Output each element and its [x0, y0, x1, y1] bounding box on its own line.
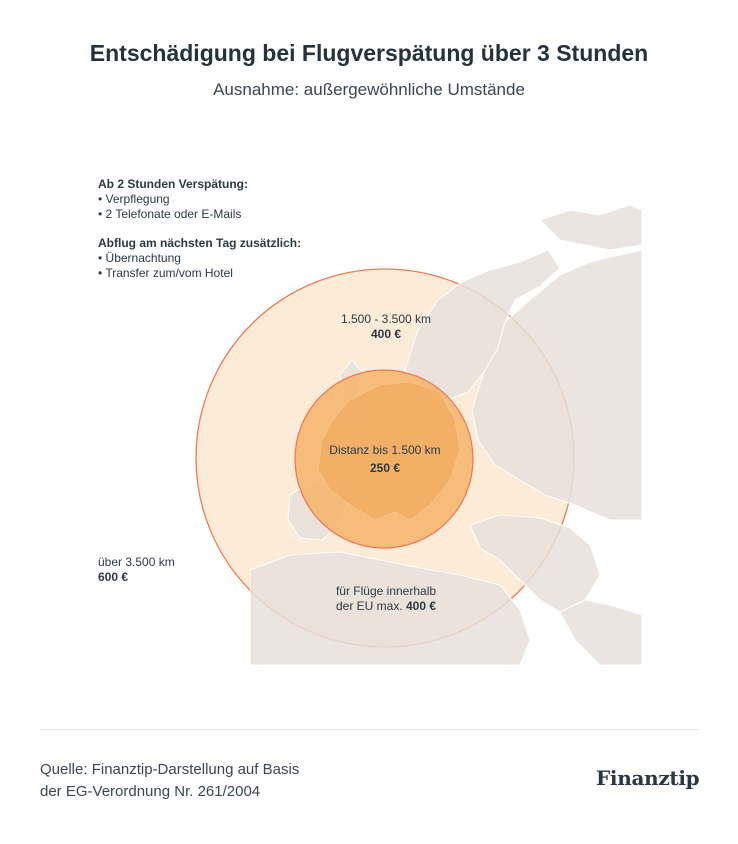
- inner-zone-label: [309, 443, 461, 476]
- info-item: • 2 Telefonate oder E-Mails: [98, 207, 242, 221]
- outer-zone-range: über 3.500 km: [98, 555, 175, 569]
- info-heading: Ab 2 Stunden Verspätung:: [98, 177, 249, 191]
- info-block-delay: [98, 177, 248, 222]
- info-item: • Verpflegung: [98, 192, 170, 206]
- middle-zone-label: [316, 312, 456, 342]
- outer-zone-amount: 600 €: [98, 570, 129, 584]
- chart-subtitle: Ausnahme: außergewöhnliche Umstände: [213, 80, 525, 99]
- info-item: • Übernachtung: [98, 251, 181, 265]
- eu-note-amount: 400 €: [406, 599, 437, 613]
- source-note: [40, 759, 299, 803]
- eu-note-line1: für Flüge innerhalb: [335, 584, 437, 598]
- finanztip-logo: Finanztip: [596, 766, 700, 790]
- middle-zone-amount: 400 €: [370, 327, 402, 341]
- eu-note-label: [316, 584, 456, 614]
- inner-zone-amount: 250 €: [369, 461, 401, 475]
- source-line-1: Quelle: Finanztip-Darstellung auf Basis: [40, 761, 300, 778]
- source-line-2: der EG-Verordnung Nr. 261/2004: [40, 783, 261, 800]
- info-heading: Abflug am nächsten Tag zusätzlich:: [98, 236, 302, 250]
- middle-zone-range: 1.500 - 3.500 km: [340, 312, 432, 326]
- eu-note-prefix: der EU max.: [335, 599, 403, 613]
- chart-title: Entschädigung bei Flugverspätung über 3 Stunden: [89, 40, 649, 66]
- info-item: • Transfer zum/vom Hotel: [98, 266, 233, 280]
- outer-zone-label: [98, 555, 175, 585]
- footer-divider: [40, 729, 698, 730]
- info-block-next-day: [98, 236, 301, 281]
- inner-zone-range: Distanz bis 1.500 km: [329, 443, 441, 457]
